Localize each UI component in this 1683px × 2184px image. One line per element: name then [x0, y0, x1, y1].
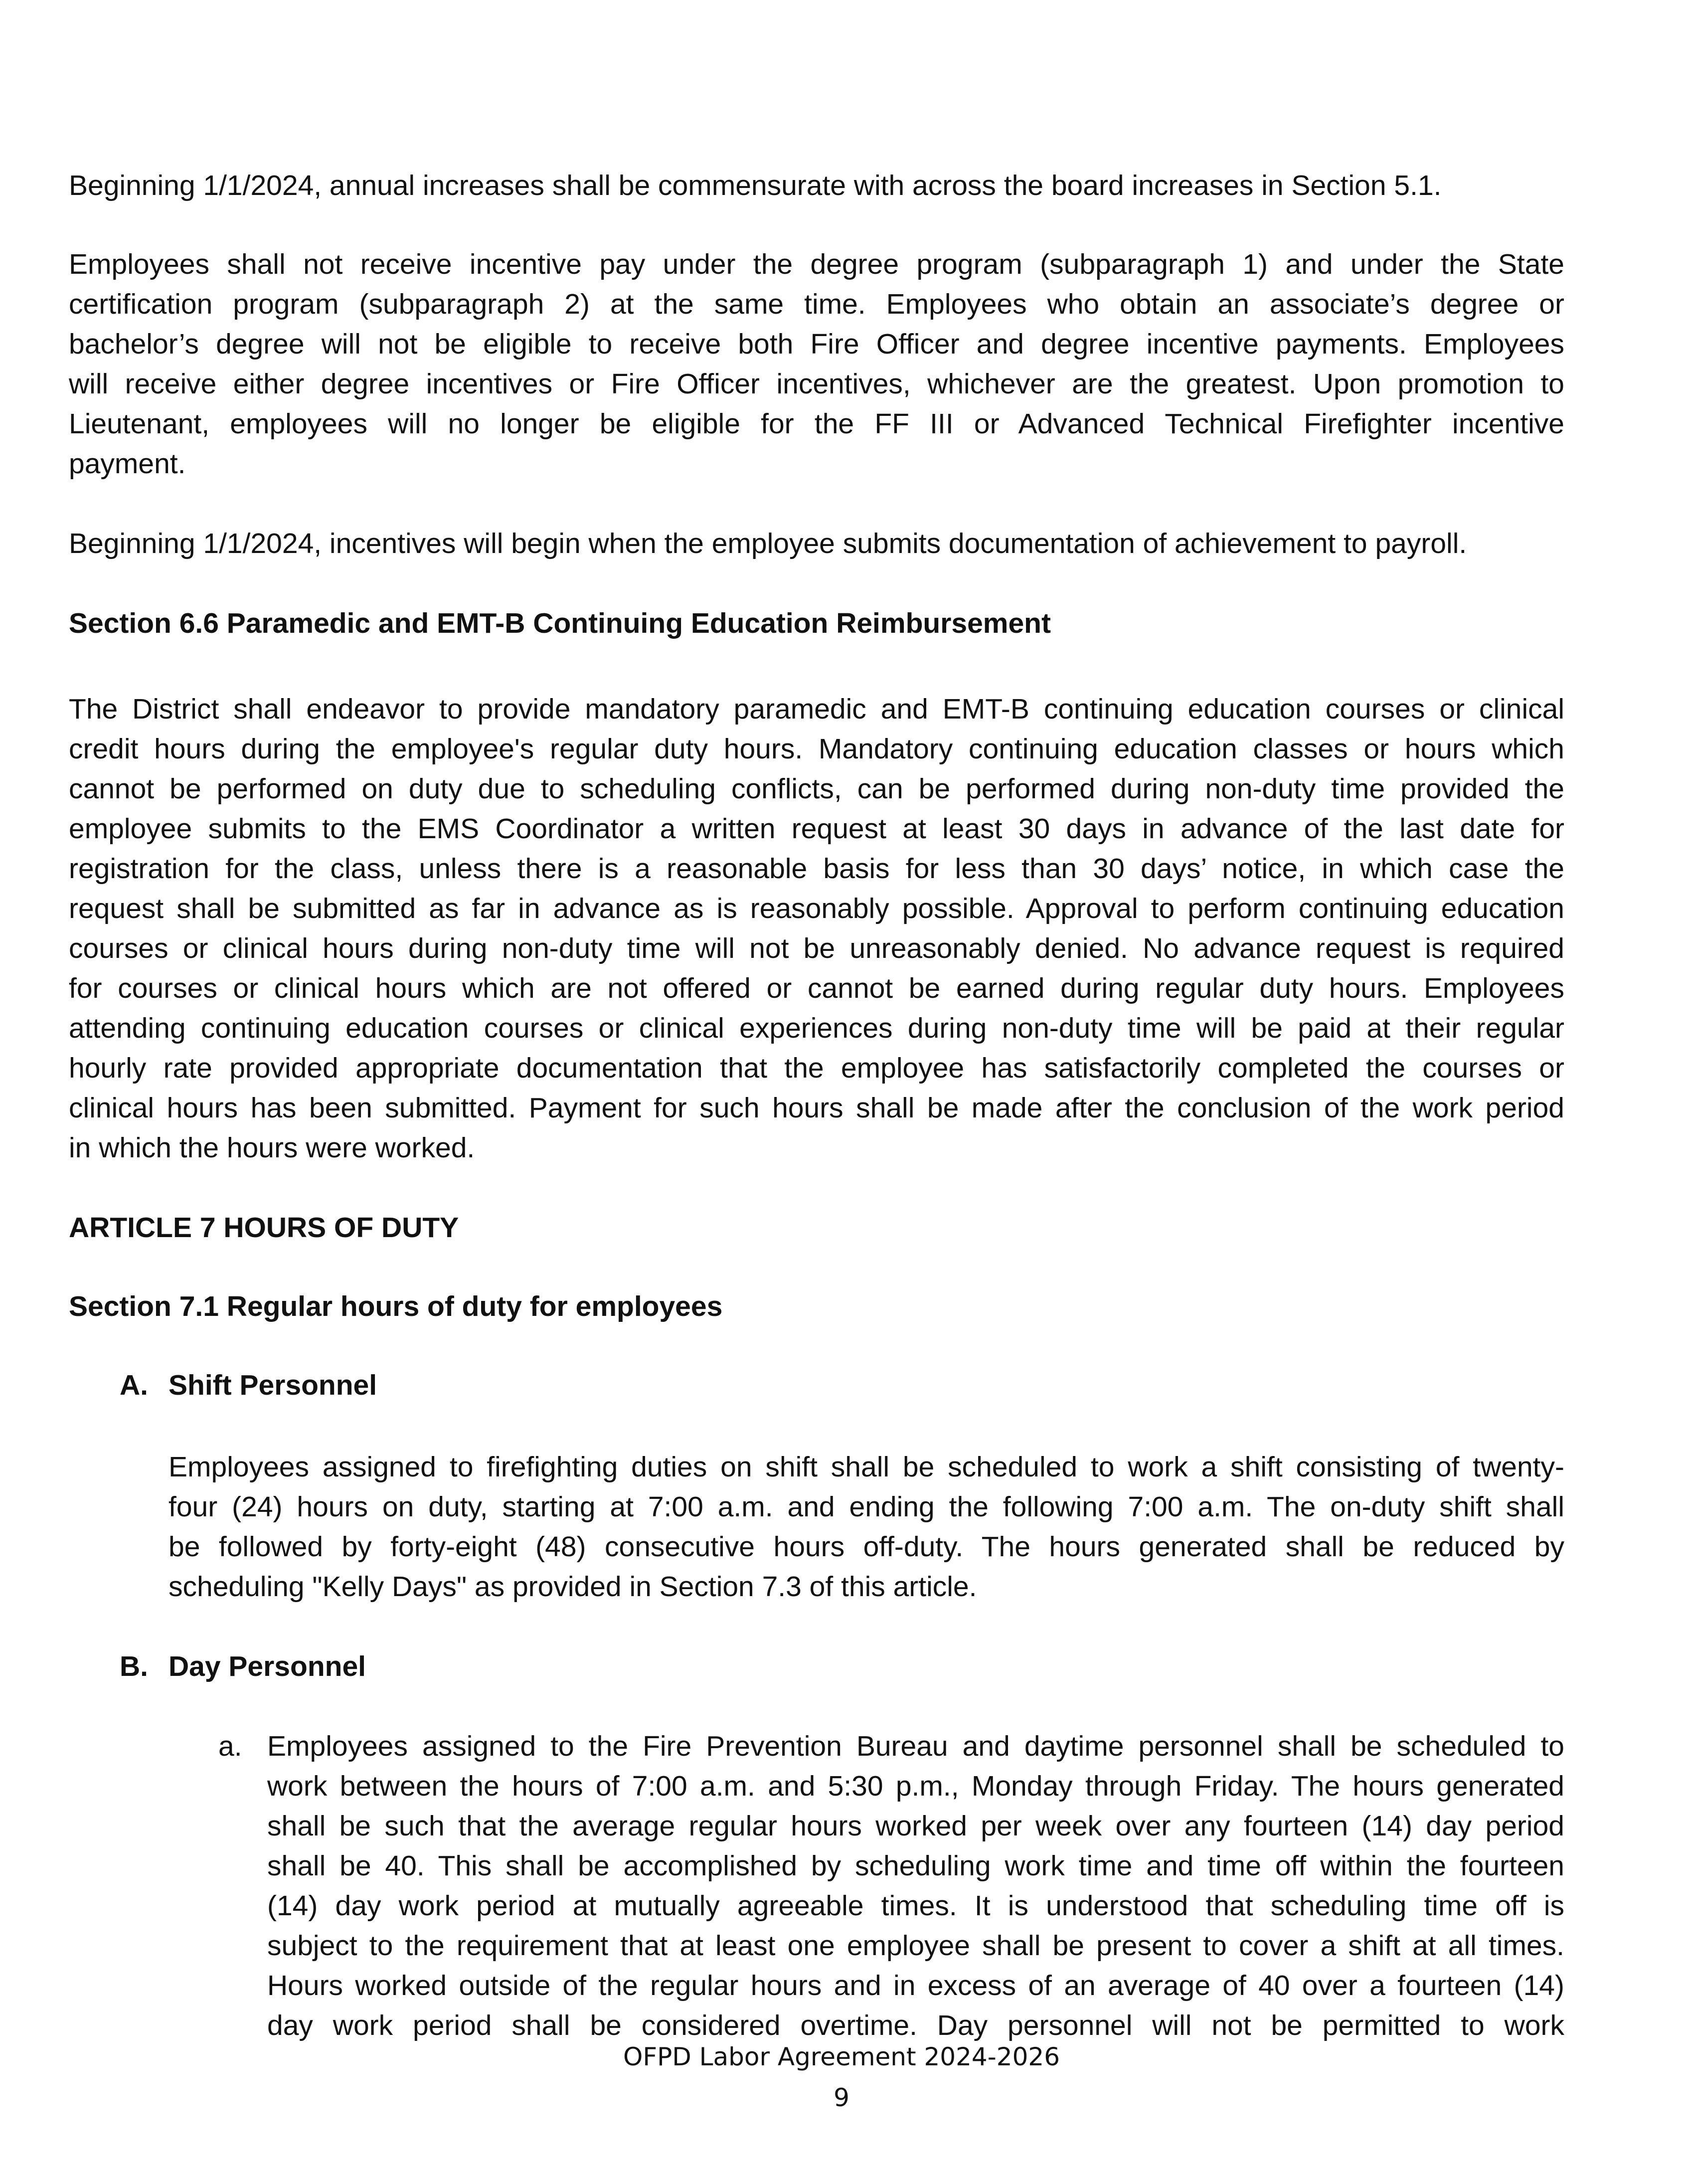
paragraph-line: will receive either degree incentives or Fire Officer incentives, whichever are the greatest. Upon promotion to — [69, 368, 1564, 400]
paragraph-line: registration for the class, unless there is a reasonable basis for less than 30 days’ notice, in which case the — [69, 853, 1564, 885]
paragraph-line: subject to the requirement that at least one employee shall be present to cover a shift at all times. — [267, 1930, 1564, 1962]
paragraph-line: work between the hours of 7:00 a.m. and 5:30 p.m., Monday through Friday. The hours generated — [267, 1770, 1564, 1802]
page-number: 9 — [834, 2083, 849, 2112]
paragraph-line: (14) day work period at mutually agreeable times. It is understood that scheduling time off is — [267, 1890, 1564, 1922]
paragraph-line: Hours worked outside of the regular hours and in excess of an average of 40 over a fourteen (14) — [267, 1970, 1564, 2002]
paragraph-line: four (24) hours on duty, starting at 7:00 a.m. and ending the following 7:00 a.m. The on-duty shift shall — [168, 1491, 1564, 1523]
section-6-6-heading: Section 6.6 Paramedic and EMT-B Continuing Education Reimbursement — [69, 607, 1051, 639]
paragraph-line: employee submits to the EMS Coordinator a written request at least 30 days in advance of the last date for — [69, 813, 1564, 845]
paragraph-line: hourly rate provided appropriate documentation that the employee has satisfactorily completed the courses or — [69, 1052, 1564, 1084]
paragraph-line: payment. — [69, 448, 186, 480]
paragraph-line: Beginning 1/1/2024, annual increases shall be commensurate with across the board increases in Section 5.1. — [69, 170, 1442, 201]
paragraph-line: cannot be performed on duty due to scheduling conflicts, can be performed during non-duty time provided the — [69, 773, 1564, 805]
paragraph-line: Employees assigned to the Fire Prevention Bureau and daytime personnel shall be scheduled to — [267, 1730, 1564, 1762]
paragraph-line: request shall be submitted as far in advance as is reasonably possible. Approval to perform continuing education — [69, 893, 1564, 924]
day-personnel-item-marker: a. — [218, 1730, 242, 1762]
paragraph-line: credit hours during the employee's regular duty hours. Mandatory continuing education classes or hours which — [69, 733, 1564, 765]
paragraph-line: day work period shall be considered overtime. Day personnel will not be permitted to work — [267, 2009, 1564, 2041]
shift-personnel-marker: A. — [120, 1369, 148, 1401]
paragraph-line: clinical hours has been submitted. Payment for such hours shall be made after the conclusion of the work period — [69, 1092, 1564, 1124]
day-personnel-heading: Day Personnel — [168, 1650, 366, 1682]
paragraph-line: in which the hours were worked. — [69, 1132, 475, 1164]
paragraph-line: for courses or clinical hours which are not offered or cannot be earned during regular duty hours. Employees — [69, 972, 1564, 1004]
paragraph-line: scheduling "Kelly Days" as provided in Section 7.3 of this article. — [168, 1571, 977, 1603]
paragraph-line: bachelor’s degree will not be eligible to receive both Fire Officer and degree incentive payments. Employees — [69, 328, 1564, 360]
paragraph-line: shall be 40. This shall be accomplished by scheduling work time and time off within the fourteen — [267, 1850, 1564, 1882]
paragraph-line: courses or clinical hours during non-duty time will not be unreasonably denied. No advance request is required — [69, 932, 1564, 964]
day-personnel-marker: B. — [120, 1650, 148, 1682]
paragraph-line: be followed by forty-eight (48) consecutive hours off-duty. The hours generated shall be reduced by — [168, 1531, 1564, 1563]
paragraph-line: shall be such that the average regular hours worked per week over any fourteen (14) day period — [267, 1810, 1564, 1842]
footer-title: OFPD Labor Agreement 2024-2026 — [623, 2042, 1060, 2071]
article-7-heading: ARTICLE 7 HOURS OF DUTY — [69, 1212, 459, 1244]
paragraph-line: Beginning 1/1/2024, incentives will begin when the employee submits documentation of achievement to payroll. — [69, 528, 1467, 559]
paragraph-line: attending continuing education courses or clinical experiences during non-duty time will be paid at their regular — [69, 1012, 1564, 1044]
paragraph-line: Lieutenant, employees will no longer be eligible for the FF III or Advanced Technical Firefighter incentive — [69, 408, 1564, 440]
paragraph-line: Employees assigned to firefighting duties on shift shall be scheduled to work a shift consisting of twenty- — [168, 1451, 1564, 1483]
shift-personnel-heading: Shift Personnel — [168, 1369, 377, 1401]
paragraph-line: Employees shall not receive incentive pay under the degree program (subparagraph 1) and under the State — [69, 248, 1564, 280]
paragraph-line: certification program (subparagraph 2) at the same time. Employees who obtain an associate’s degree or — [69, 288, 1564, 320]
section-7-1-heading: Section 7.1 Regular hours of duty for employees — [69, 1290, 723, 1322]
paragraph-line: The District shall endeavor to provide mandatory paramedic and EMT-B continuing education courses or clinical — [69, 693, 1564, 725]
